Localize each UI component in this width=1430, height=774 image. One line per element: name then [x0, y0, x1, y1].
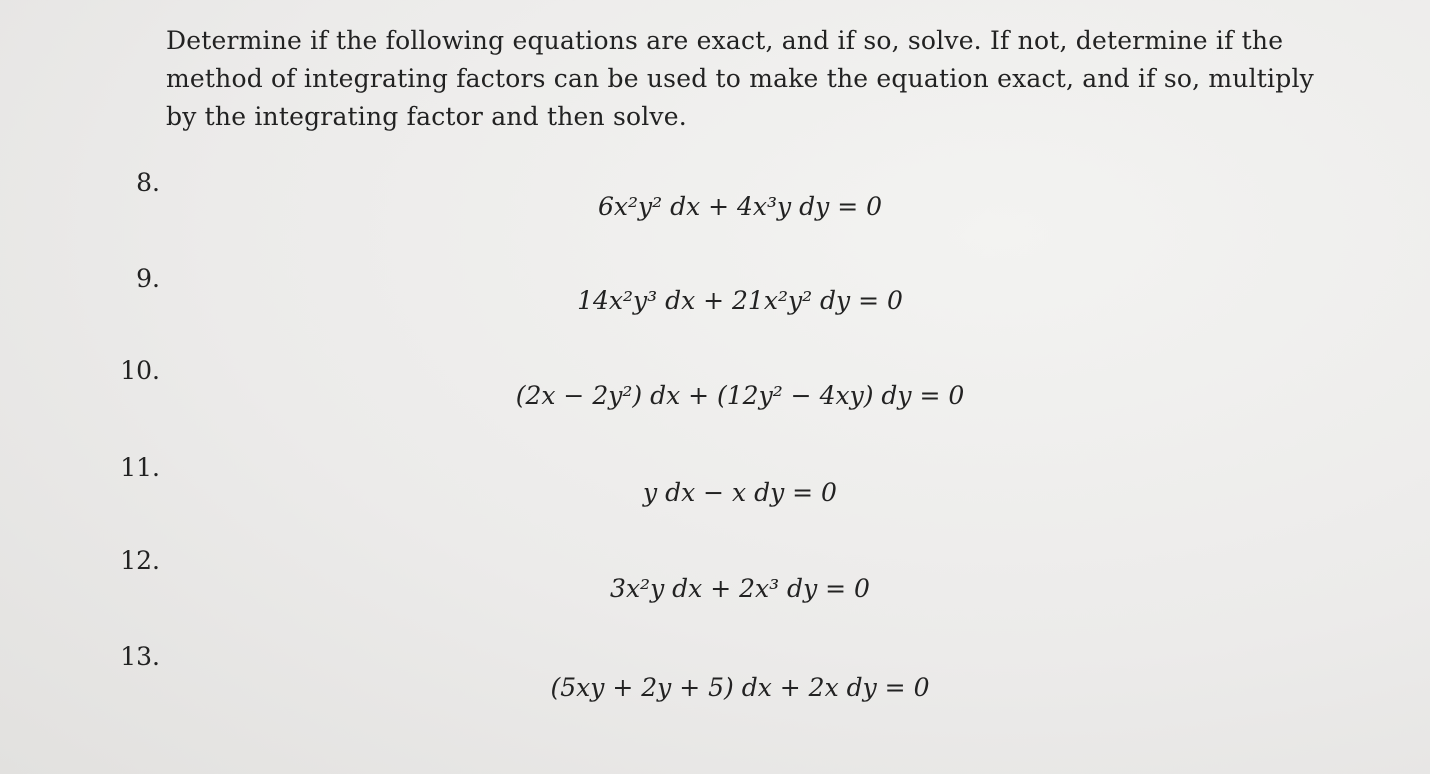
- equation-12: 3x²y dx + 2x³ dy = 0: [610, 574, 870, 603]
- problem-number-10: 10.: [120, 356, 160, 385]
- problem-number-11: 11.: [120, 453, 160, 482]
- problem-number-8: 8.: [136, 168, 160, 197]
- equation-13: (5xy + 2y + 5) dx + 2x dy = 0: [550, 673, 930, 702]
- problem-number-9: 9.: [136, 264, 160, 293]
- equation-9: 14x²y³ dx + 21x²y² dy = 0: [577, 286, 903, 315]
- equation-11: y dx − x dy = 0: [643, 478, 837, 507]
- problem-number-12: 12.: [120, 546, 160, 575]
- problem-number-13: 13.: [120, 642, 160, 671]
- equation-10: (2x − 2y²) dx + (12y² − 4xy) dy = 0: [515, 381, 965, 410]
- equation-8: 6x²y² dx + 4x³y dy = 0: [597, 192, 883, 221]
- instructions-text: Determine if the following equations are exact, and if so, solve. If not, determine if the method of integrating factors can be used to make the equation exact, and if so, multiply by the integrating factor and then solve.: [166, 26, 1314, 131]
